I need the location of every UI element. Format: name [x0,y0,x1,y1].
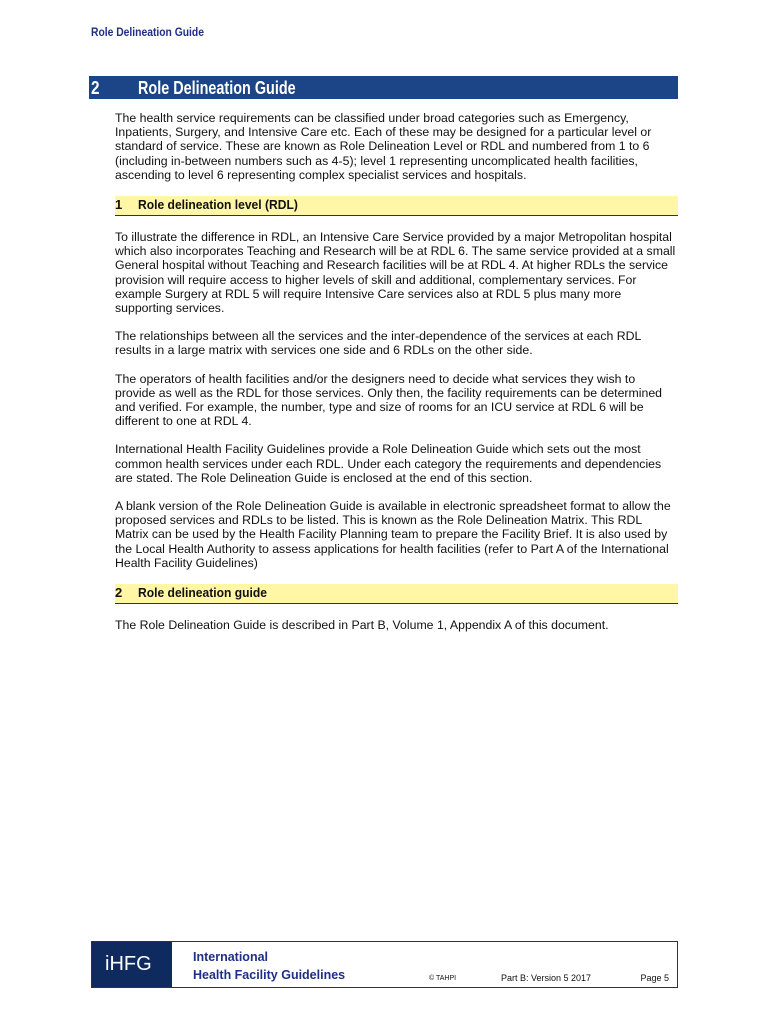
footer-org-line1: International [193,950,269,964]
paragraph: A blank version of the Role Delineation Guide is available in electronic spreadsheet format to allow the proposed services and RDLs to be listed. This is known as the Role Delineation Matrix. This RDL Matrix can be used by the Health Facility Planning team to prepare the Facility Brief. It is also used by the Local Health Authority to assess applications for health facilities (refer to Part A of the International Health Facility Guidelines) [115,499,671,570]
section-title: Role delineation level (RDL) [138,197,298,213]
section-title: Role delineation guide [138,585,267,601]
running-header: Role Delineation Guide [91,25,204,39]
paragraph: International Health Facility Guidelines provide a Role Delineation Guide which sets out the most common health services under each RDL. Under each category the requirements and dependencies are stated. The Role Delineation Guide is enclosed at the end of this section. [115,442,662,485]
footer-copyright: © TAHPI [429,975,457,982]
footer-version: Part B: Version 5 2017 [501,973,592,983]
section-heading-rdl [115,196,678,216]
section-number: 1 [115,197,123,213]
paragraph: To illustrate the difference in RDL, an Intensive Care Service provided by a major Metropolitan hospital which also incorporates Teaching and Research will be at RDL 6. The same service provided at a small General hospital without Teaching and Research facilities will be at RDL 4. At higher RDLs the service provision will require access to higher levels of skill and additional, complementary services. For example Surgery at RDL 5 will require Intensive Care services also at RDL 5 plus many more supporting services. [115,230,676,316]
paragraph: The operators of health facilities and/or the designers need to decide what services they wish to provide as well as the RDL for those services. Only then, the facility requirements can be determined and verified. For example, the number, type and size of rooms for an ICU service at RDL 6 will be different to one at RDL 4. [115,371,663,429]
document-body [115,111,678,646]
chapter-title: Role Delineation Guide [138,78,296,98]
section-heading-guide [115,584,678,604]
ihfg-logo [92,942,172,987]
paragraph: The Role Delineation Guide is described in Part B, Volume 1, Appendix A of this document. [115,618,609,633]
chapter-heading [89,76,678,99]
logo-text: iHFG [105,953,152,975]
footer-org-name [193,948,345,984]
paragraph: The relationships between all the services and the inter-dependence of the services at each RDL results in a large matrix with services one side and 6 RDLs on the other side. [115,329,641,358]
page-footer [91,941,678,988]
intro-paragraph: The health service requirements can be classified under broad categories such as Emergency, Inpatients, Surgery, and Intensive Care etc. Each of these may be designed for a particular level or standard of service. These are known as Role Delineation Level or RDL and numbered from 1 to 6 (including in-between numbers such as 4-5); level 1 representing uncomplicated health facilities, ascending to level 6 representing complex specialist services and hospitals. [115,111,652,182]
section-number: 2 [115,585,123,601]
footer-page-number: Page 5 [640,973,669,983]
footer-org-line2: Health Facility Guidelines [193,968,346,982]
chapter-number: 2 [91,78,100,98]
